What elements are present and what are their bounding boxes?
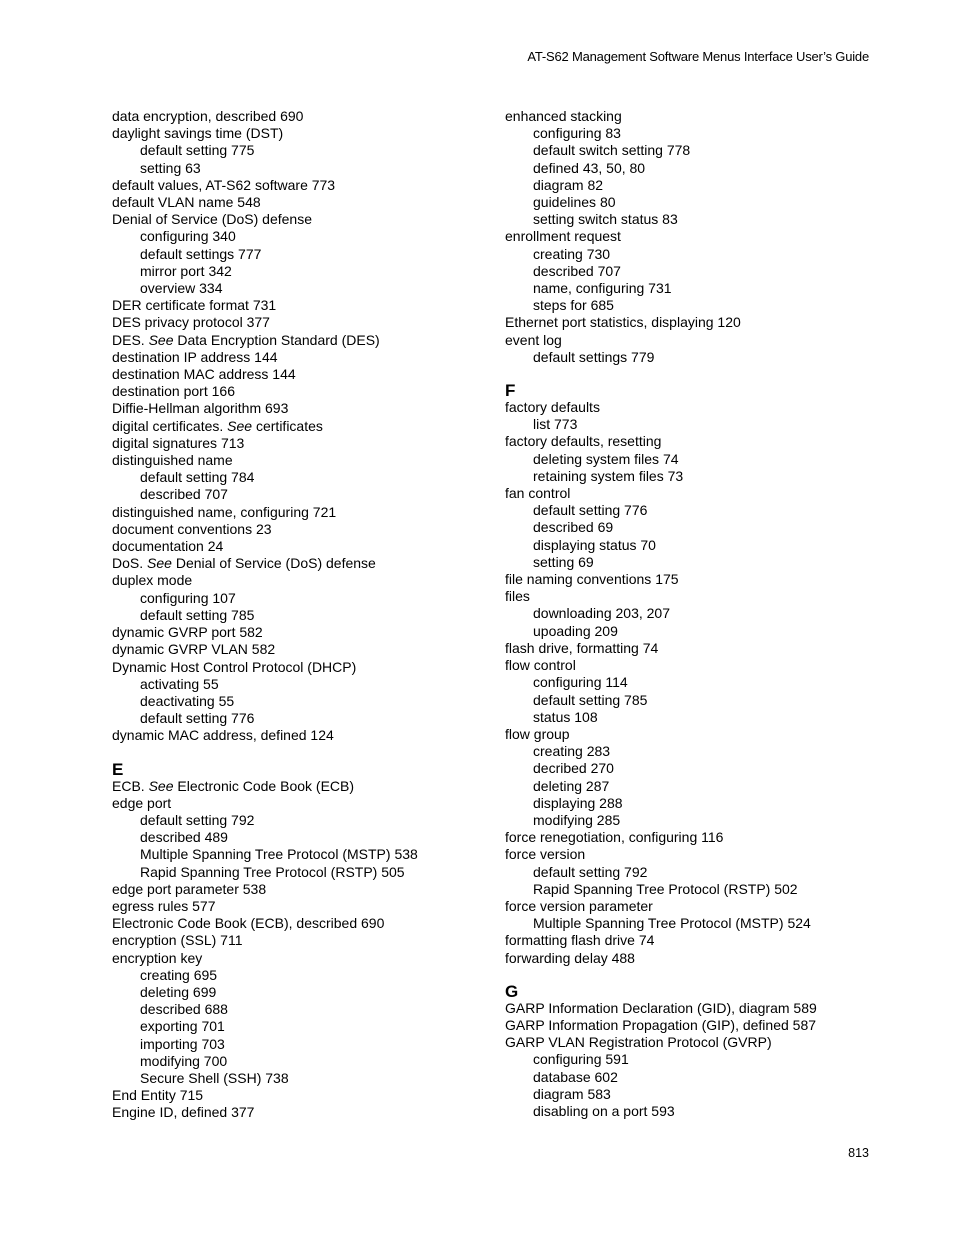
index-subentry: list 773: [533, 416, 578, 433]
entry-text: DES.: [112, 331, 149, 348]
index-entry: factory defaults: [505, 399, 600, 416]
index-subentry: creating 730: [533, 245, 611, 262]
index-subentry: name, configuring 731: [533, 280, 672, 297]
index-entry: flash drive, formatting 74: [505, 639, 659, 656]
index-entry: DES privacy protocol 377: [112, 314, 270, 331]
index-entry: Ethernet port statistics, displaying 120: [505, 314, 741, 331]
index-subentry: steps for 685: [533, 297, 614, 314]
index-subentry: configuring 107: [140, 589, 236, 606]
index-subentry: guidelines 80: [533, 194, 616, 211]
index-section-letter: G: [505, 981, 519, 1001]
index-subentry: downloading 203, 207: [533, 605, 671, 622]
see-reference: See: [147, 555, 172, 572]
index-entry: default VLAN name 548: [112, 194, 261, 211]
index-subentry: mirror port 342: [140, 262, 232, 279]
index-subentry: described 707: [140, 486, 228, 503]
index-subentry: deleting 287: [533, 777, 610, 794]
index-entry: distinguished name, configuring 721: [112, 503, 337, 520]
index-subentry: modifying 285: [533, 811, 621, 828]
index-entry: enhanced stacking: [505, 108, 622, 124]
index-subentry: database 602: [533, 1068, 618, 1085]
index-subentry: Multiple Spanning Tree Protocol (MSTP) 524: [533, 915, 811, 932]
index-subentry: deactivating 55: [140, 692, 235, 709]
index-subentry: default setting 785: [533, 691, 648, 708]
index-subentry: configuring 591: [533, 1051, 629, 1068]
index-entry: forwarding delay 488: [505, 949, 635, 966]
see-target: Electronic Code Book (ECB): [173, 777, 355, 794]
index-subentry: default setting 784: [140, 469, 255, 486]
index-entry: GARP VLAN Registration Protocol (GVRP): [505, 1034, 772, 1051]
index-subentry: creating 695: [140, 966, 218, 983]
index-subentry: decribed 270: [533, 760, 614, 777]
index-entry: fan control: [505, 485, 571, 502]
index-entry: flow group: [505, 725, 570, 742]
index-subentry: status 108: [533, 708, 598, 725]
index-entry: dynamic GVRP port 582: [112, 624, 263, 641]
index-entry: [112, 778, 492, 795]
index-subentry: importing 703: [140, 1035, 225, 1052]
index-entry: Engine ID, defined 377: [112, 1104, 255, 1121]
index-subentry: described 688: [140, 1001, 228, 1018]
index-subentry: creating 283: [533, 743, 611, 760]
see-target: Denial of Service (DoS) defense: [171, 555, 376, 572]
index-entry: Diffie-Hellman algorithm 693: [112, 400, 289, 417]
index-subentry: default switch setting 778: [533, 142, 691, 159]
see-target: Data Encryption Standard (DES): [173, 331, 380, 348]
index-entry: [112, 332, 492, 349]
index-entry: destination IP address 144: [112, 348, 278, 365]
index-entry: default values, AT-S62 software 773: [112, 176, 336, 193]
index-entry: daylight savings time (DST): [112, 125, 284, 142]
index-entry: dynamic GVRP VLAN 582: [112, 641, 276, 658]
index-entry: distinguished name: [112, 452, 233, 469]
index-entry: enrollment request: [505, 228, 621, 245]
index-section-letter: E: [112, 759, 124, 779]
index-entry: duplex mode: [112, 572, 193, 589]
index-subentry: described 69: [533, 519, 614, 536]
index-entry: document conventions 23: [112, 520, 272, 537]
index-subentry: displaying 288: [533, 794, 623, 811]
index-subentry: activating 55: [140, 675, 219, 692]
index-entry: encryption (SSL) 711: [112, 932, 243, 949]
index-section-letter: F: [505, 381, 516, 401]
index-entry: dynamic MAC address, defined 124: [112, 727, 334, 744]
index-entry: force version: [505, 846, 586, 863]
index-entry: encryption key: [112, 949, 203, 966]
index-subentry: setting 63: [140, 159, 201, 176]
index-entry: file naming conventions 175: [505, 571, 679, 588]
index-entry: data encryption, described 690: [112, 108, 304, 124]
running-header: AT-S62 Management Software Menus Interface User’s Guide: [527, 49, 869, 64]
index-subentry: default settings 779: [533, 348, 655, 365]
index-entry: formatting flash drive 74: [505, 932, 655, 949]
index-subentry: configuring 83: [533, 125, 621, 142]
page-number: 813: [848, 1146, 869, 1160]
index-entry: edge port: [112, 794, 172, 811]
index-entry: digital signatures 713: [112, 434, 245, 451]
index-subentry: default setting 792: [533, 863, 648, 880]
index-subentry: modifying 700: [140, 1052, 228, 1069]
index-subentry: configuring 114: [533, 674, 628, 691]
see-target: certificates: [252, 417, 323, 434]
index-entry: Dynamic Host Control Protocol (DHCP): [112, 658, 357, 675]
index-column-right: [505, 108, 885, 1120]
index-subentry: diagram 583: [533, 1085, 611, 1102]
index-subentry: default settings 777: [140, 245, 262, 262]
index-subentry: defined 43, 50, 80: [533, 159, 646, 176]
index-entry: DER certificate format 731: [112, 297, 277, 314]
see-reference: See: [148, 331, 174, 348]
index-entry: destination MAC address 144: [112, 366, 296, 383]
index-entry: [112, 555, 492, 572]
index-subentry: Multiple Spanning Tree Protocol (MSTP) 538: [140, 846, 418, 863]
entry-text: DoS.: [112, 555, 148, 572]
index-subentry: disabling on a port 593: [533, 1102, 675, 1119]
index-entry: End Entity 715: [112, 1087, 204, 1104]
see-reference: See: [148, 777, 174, 794]
index-subentry: retaining system files 73: [533, 467, 684, 484]
index-entry: destination port 166: [112, 383, 235, 400]
index-entry: edge port parameter 538: [112, 880, 267, 897]
index-subentry: described 489: [140, 829, 228, 846]
index-subentry: configuring 340: [140, 228, 236, 245]
index-subentry: diagram 82: [533, 176, 604, 193]
index-entry: files: [505, 588, 530, 605]
index-subentry: default setting 792: [140, 811, 255, 828]
entry-text: digital certificates.: [112, 417, 228, 434]
index-subentry: deleting 699: [140, 983, 217, 1000]
index-entry: Denial of Service (DoS) defense: [112, 211, 312, 228]
index-subentry: overview 334: [140, 280, 223, 297]
index-subentry: default setting 785: [140, 606, 255, 623]
index-subentry: default setting 776: [533, 502, 648, 519]
index-column-left: [112, 108, 492, 1122]
index-subentry: deleting system files 74: [533, 450, 679, 467]
index-subentry: Secure Shell (SSH) 738: [140, 1069, 289, 1086]
index-entry: GARP Information Propagation (GIP), defined 587: [505, 1016, 817, 1033]
index-entry: event log: [505, 331, 562, 348]
index-subentry: setting 69: [533, 553, 594, 570]
index-entry: egress rules 577: [112, 897, 216, 914]
index-entry: force version parameter: [505, 897, 653, 914]
index-entry: factory defaults, resetting: [505, 433, 662, 450]
index-entry: flow control: [505, 657, 576, 674]
entry-text: ECB.: [112, 777, 149, 794]
index-entry: [112, 418, 492, 435]
index-entry: force renegotiation, configuring 116: [505, 829, 724, 846]
index-entry: Electronic Code Book (ECB), described 690: [112, 915, 385, 932]
index-entry: documentation 24: [112, 538, 224, 555]
index-subentry: Rapid Spanning Tree Protocol (RSTP) 502: [533, 880, 798, 897]
index-subentry: exporting 701: [140, 1018, 225, 1035]
index-subentry: setting switch status 83: [533, 211, 678, 228]
index-subentry: upoading 209: [533, 622, 618, 639]
index-subentry: displaying status 70: [533, 536, 656, 553]
index-subentry: Rapid Spanning Tree Protocol (RSTP) 505: [140, 863, 405, 880]
index-subentry: described 707: [533, 262, 621, 279]
index-subentry: default setting 775: [140, 142, 255, 159]
index-entry: GARP Information Declaration (GID), diagram 589: [505, 999, 817, 1016]
see-reference: See: [227, 417, 253, 434]
index-subentry: default setting 776: [140, 710, 255, 727]
